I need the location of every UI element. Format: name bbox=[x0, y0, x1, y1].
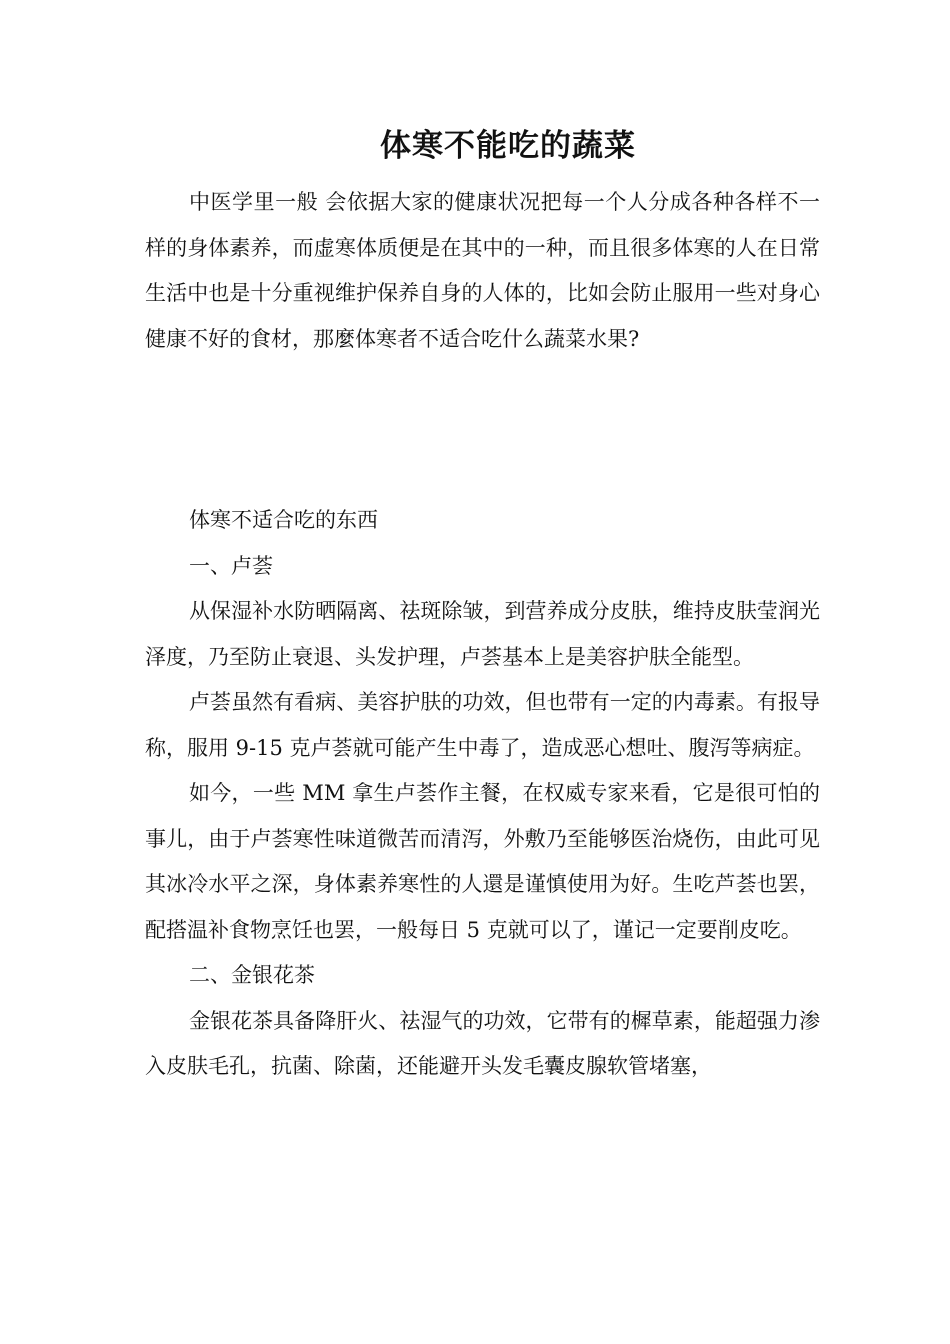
item2-heading: 二、金银花茶 bbox=[189, 963, 315, 987]
item1-paragraph-2: 卢荟虽然有看病、美容护肤的功效，但也带有一定的内毒素。有报导称，服用 9-15 克卢荟就可能产生中毒了，造成恶心想吐、腹泻等病症。 bbox=[145, 690, 820, 760]
main-content bbox=[145, 498, 820, 1090]
item2-paragraph-1: 金银花茶具备降肝火、祛湿气的功效，它带有的樨草素，能超强力渗入皮肤毛孔，抗菌、除菌，还能避开头发毛囊皮腺软管堵塞， bbox=[145, 1008, 820, 1078]
section-heading: 体寒不适合吃的东西 bbox=[189, 508, 378, 532]
item1-paragraph-3: 如今，一些 MM 拿生卢荟作主餐，在权威专家来看，它是很可怕的事儿，由于卢荟寒性味道微苦而清泻，外敷乃至能够医治烧伤，由此可见其冰冷水平之深，身体素养寒性的人還是谨慎使用为好。生吃芦荟也罢，配搭温补食物烹饪也罢，一般每日 5 克就可以了，谨记一定要削皮吃。 bbox=[145, 781, 820, 942]
document-title: 体寒不能吃的蔬菜 bbox=[380, 128, 636, 164]
intro-block bbox=[145, 180, 820, 362]
item1-paragraph-1: 从保湿补水防晒隔离、祛斑除皱，到营养成分皮肤，维持皮肤莹润光泽度，乃至防止衰退、头发护理，卢荟基本上是美容护肤全能型。 bbox=[145, 599, 820, 669]
item1-heading: 一、卢荟 bbox=[189, 553, 273, 578]
intro-paragraph: 中医学里一般 会依据大家的健康状况把每一个人分成各种各样不一样的身体素养，而虚寒体质便是在其中的一种，而且很多体寒的人在日常生活中也是十分重视维护保养自身的人体的，比如会防止服用一些对身心健康不好的食材，那麼体寒者不适合吃什么蔬菜水果? bbox=[145, 190, 820, 351]
